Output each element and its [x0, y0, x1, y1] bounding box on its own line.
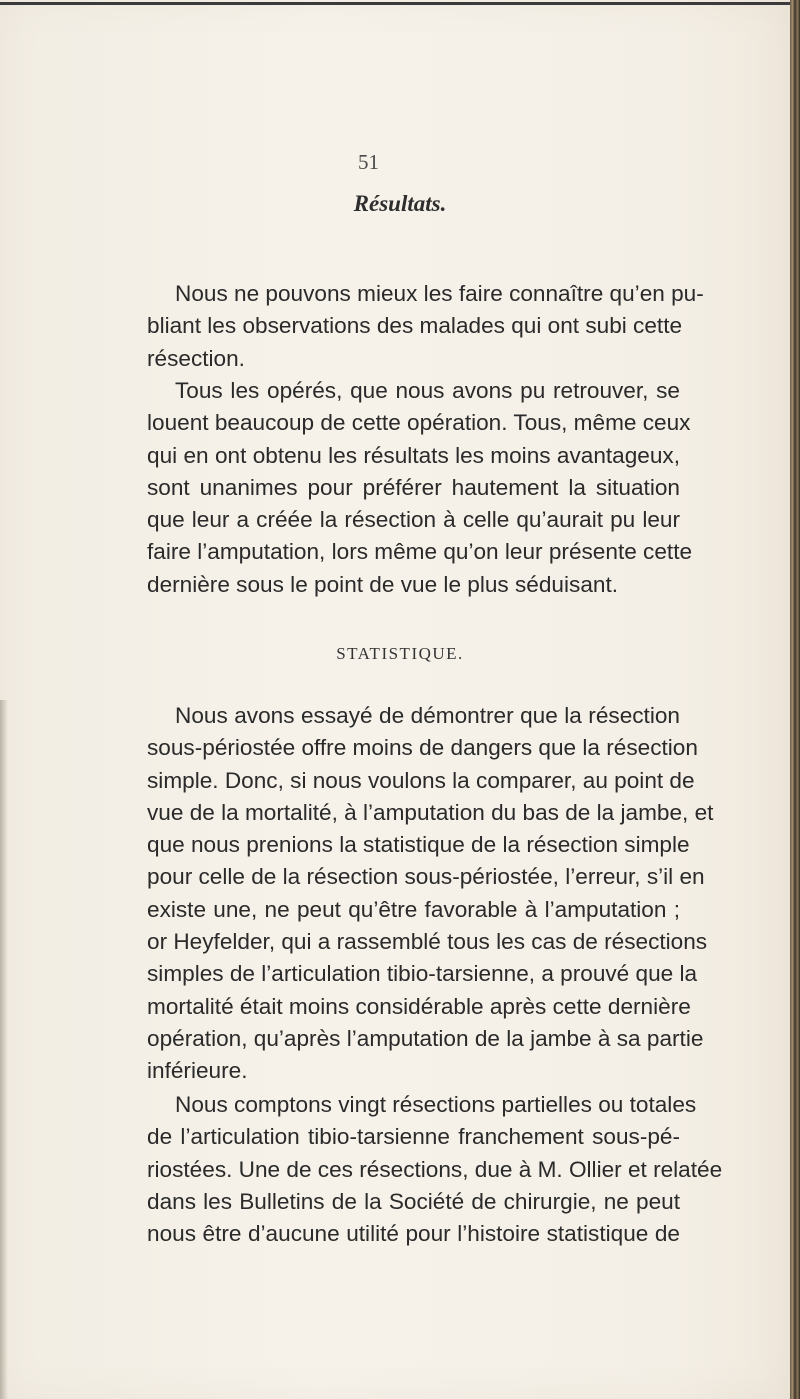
text-line: riostées. Une de ces résections, due à M. Ollier et relatée: [147, 1156, 723, 1182]
text-line: de l’articulation tibio-tarsienne franchement sous-pé-: [147, 1124, 680, 1150]
text-line: existe une, ne peut qu’être favorable à l’amputation ;: [147, 896, 680, 922]
page-number: 51: [358, 150, 379, 174]
text-line: louent beaucoup de cette opération. Tous, même ceux: [147, 410, 691, 436]
left-shadow: [0, 700, 8, 1399]
text-line: Nous ne pouvons mieux les faire connaître qu’en pu-: [175, 281, 704, 306]
text-line: dernière sous le point de vue le plus séduisant.: [147, 571, 619, 597]
text-line: Nous avons essayé de démontrer que la résection: [175, 703, 680, 728]
section-title: Résultats.: [353, 191, 447, 216]
text-line: or Heyfelder, qui a rassemblé tous les cas de résections: [147, 929, 708, 955]
text-line: simples de l’articulation tibio-tarsienne, a prouvé que la: [147, 961, 698, 987]
text-line: vue de la mortalité, à l’amputation du bas de la jambe, et: [147, 799, 714, 825]
text-line: mortalité était moins considérable après cette dernière: [147, 993, 691, 1019]
text-line: faire l’amputation, lors même qu’on leur présente cette: [147, 539, 693, 565]
paragraph-intro: [147, 278, 704, 375]
text-line: dans les Bulletins de la Société de chirurgie, ne peut: [147, 1188, 680, 1214]
text-line: Tous les opérés, que nous avons pu retrouver, se: [175, 378, 680, 403]
text-line: sous-périostée offre moins de dangers que la résection: [147, 735, 698, 761]
text-line: bliant les observations des malades qui ont subi cette: [147, 313, 683, 339]
text-line: qui en ont obtenu les résultats les moins avantageux,: [147, 442, 680, 468]
text-line: Nous comptons vingt résections partielles ou totales: [175, 1092, 697, 1117]
paragraph-resections: [147, 1089, 723, 1250]
text-line: nous être d’aucune utilité pour l’histoire statistique de: [147, 1221, 680, 1247]
text-line: opération, qu’après l’amputation de la jambe à sa partie: [147, 1025, 704, 1051]
paragraph-operes: [147, 375, 693, 601]
text-line: que nous prenions la statistique de la résection simple: [147, 832, 690, 858]
text-line: que leur a créée la résection à celle qu’aurait pu leur: [147, 507, 680, 533]
paragraph-statistique: [147, 700, 714, 1088]
subheading-statistique: STATISTIQUE.: [336, 644, 464, 663]
book-binding-edge: [790, 0, 800, 1399]
text-line: pour celle de la résection sous-périostée, l’erreur, s’il en: [147, 864, 705, 890]
text-line: sont unanimes pour préférer hautement la situation: [147, 474, 680, 500]
top-rule: [0, 2, 790, 5]
text-line: inférieure.: [147, 1058, 248, 1084]
text-line: simple. Donc, si nous voulons la comparer, au point de: [147, 767, 695, 793]
text-line: résection.: [147, 345, 245, 371]
